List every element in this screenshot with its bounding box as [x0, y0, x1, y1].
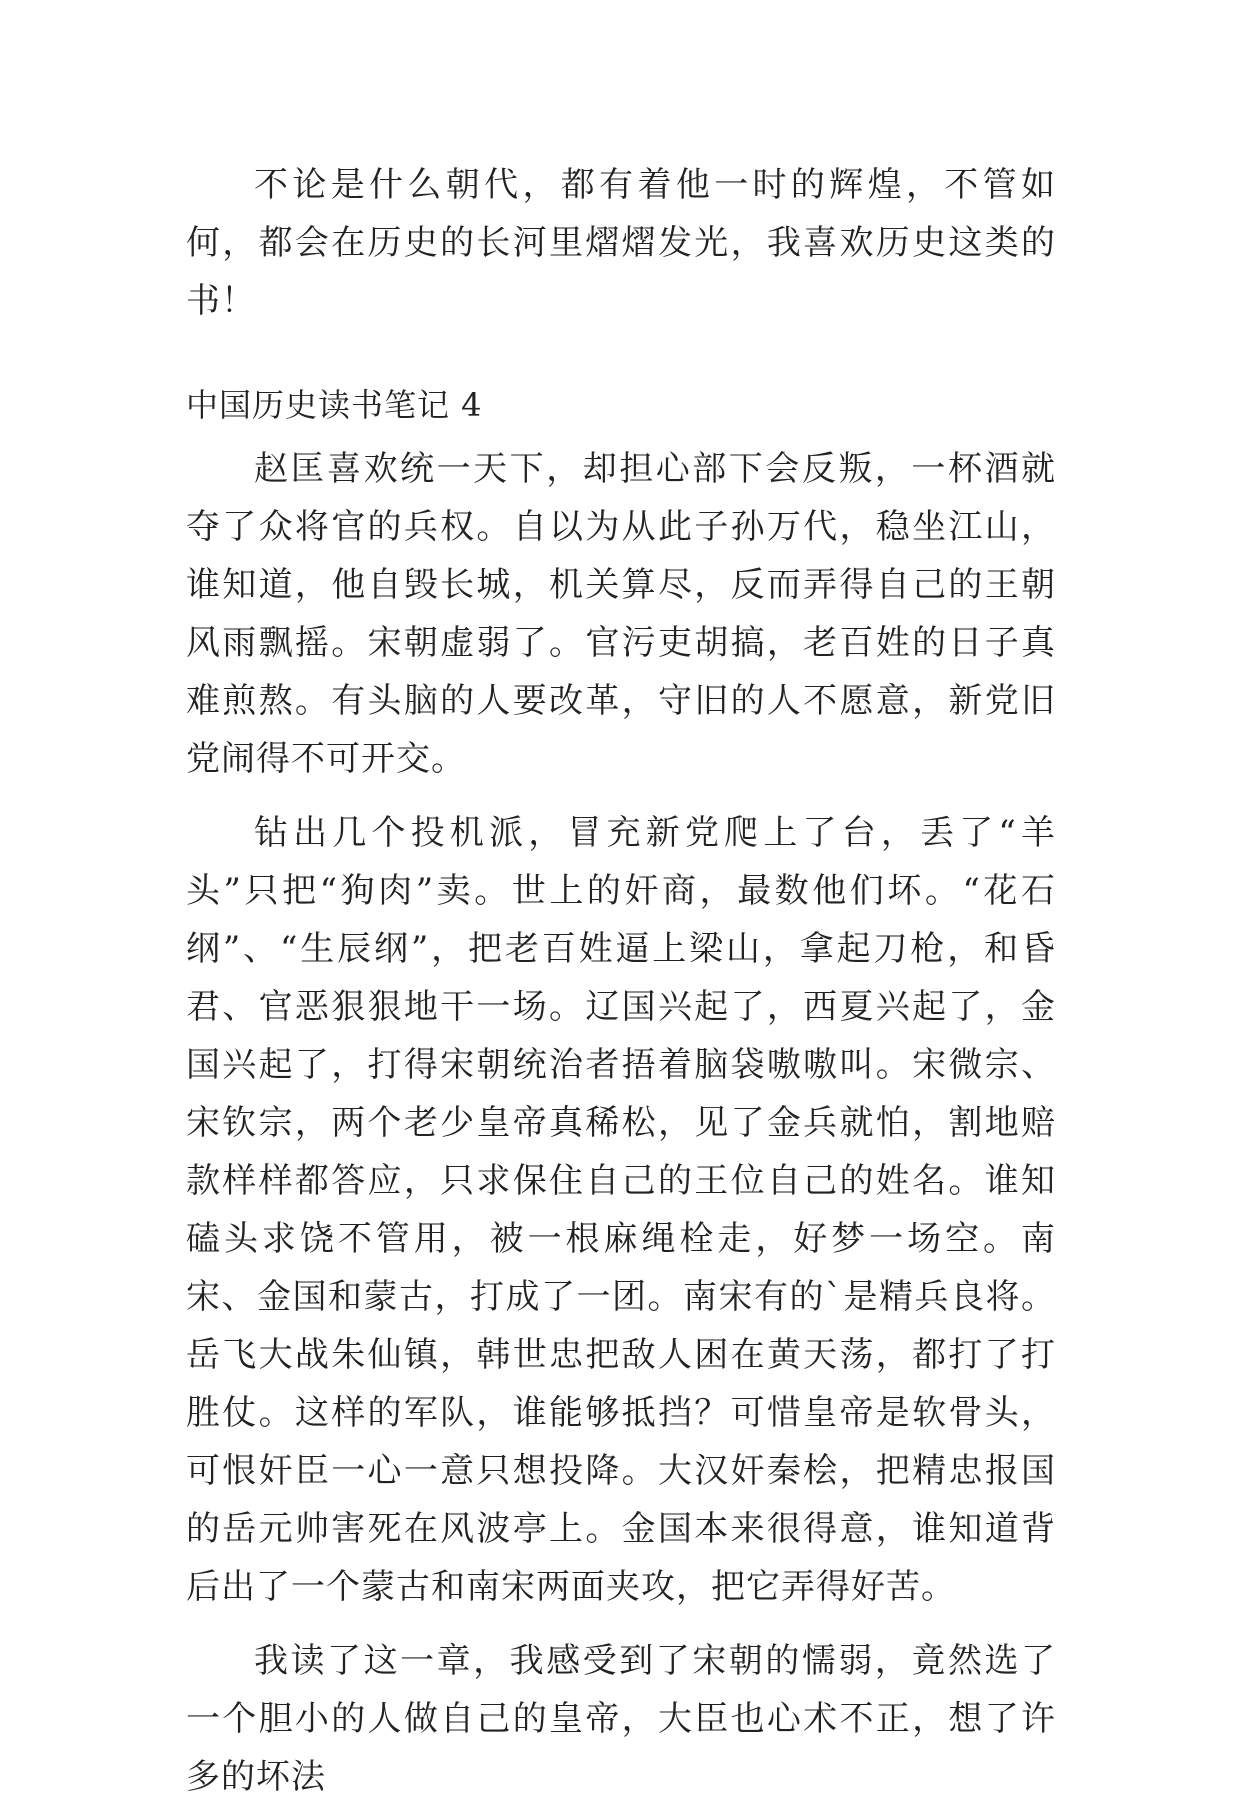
- paragraph-spacer: [186, 1616, 1056, 1632]
- intro-paragraph: 不论是什么朝代，都有着他一时的辉煌，不管如何，都会在历史的长河里熠熠发光，我喜欢历史这类的书！: [186, 165, 1056, 321]
- body-paragraph-1: 赵匡喜欢统一天下，却担心部下会反叛，一杯酒就夺了众将官的兵权。自以为从此子孙万代，稳坐江山，谁知道，他自毁长城，机关算尽，反而弄得自己的王朝风雨飘摇。宋朝虚弱了。官污吏胡搞，老百姓的日子真难煎熬。有头脑的人要改革，守旧的人不愿意，新党旧党闹得不可开交。: [186, 449, 1056, 779]
- paragraph-spacer: [186, 330, 1056, 376]
- body-paragraph-2: 钻出几个投机派，冒充新党爬上了台，丢了“羊头”只把“狗肉”卖。世上的奸商，最数他们坏。“花石纲”、“生辰纲”，把老百姓逼上梁山，拿起刀枪，和昏君、官恶狠狠地干一场。辽国兴起了，西夏兴起了，金国兴起了，打得宋朝统治者捂着脑袋嗷嗷叫。宋微宗、宋钦宗，两个老少皇帝真稀松，见了金兵就怕，割地赔款样样都答应，只求保住自己的王位自己的姓名。谁知磕头求饶不管用，被一根麻绳栓走，好梦一场空。南宋、金国和蒙古，打成了一团。南宋有的`是精兵良将。岳飞大战朱仙镇，韩世忠把敌人困在黄天荡，都打了打胜仗。这样的军队，谁能够抵挡？可惜皇帝是软骨头，可恨奸臣一心一意只想投降。大汉奸秦桧，把精忠报国的岳元帅害死在风波亭上。金国本来很得意，谁知道背后出了一个蒙古和南宋两面夹攻，把它弄得好苦。: [186, 813, 1056, 1607]
- document-body: [186, 156, 1056, 1806]
- section-title: 中国历史读书笔记 4: [186, 386, 483, 424]
- body-paragraph-3: 我读了这一章，我感受到了宋朝的懦弱，竟然选了一个胆小的人做自己的皇帝，大臣也心术不正，想了许多的坏法: [186, 1641, 1056, 1797]
- paragraph-spacer: [186, 788, 1056, 804]
